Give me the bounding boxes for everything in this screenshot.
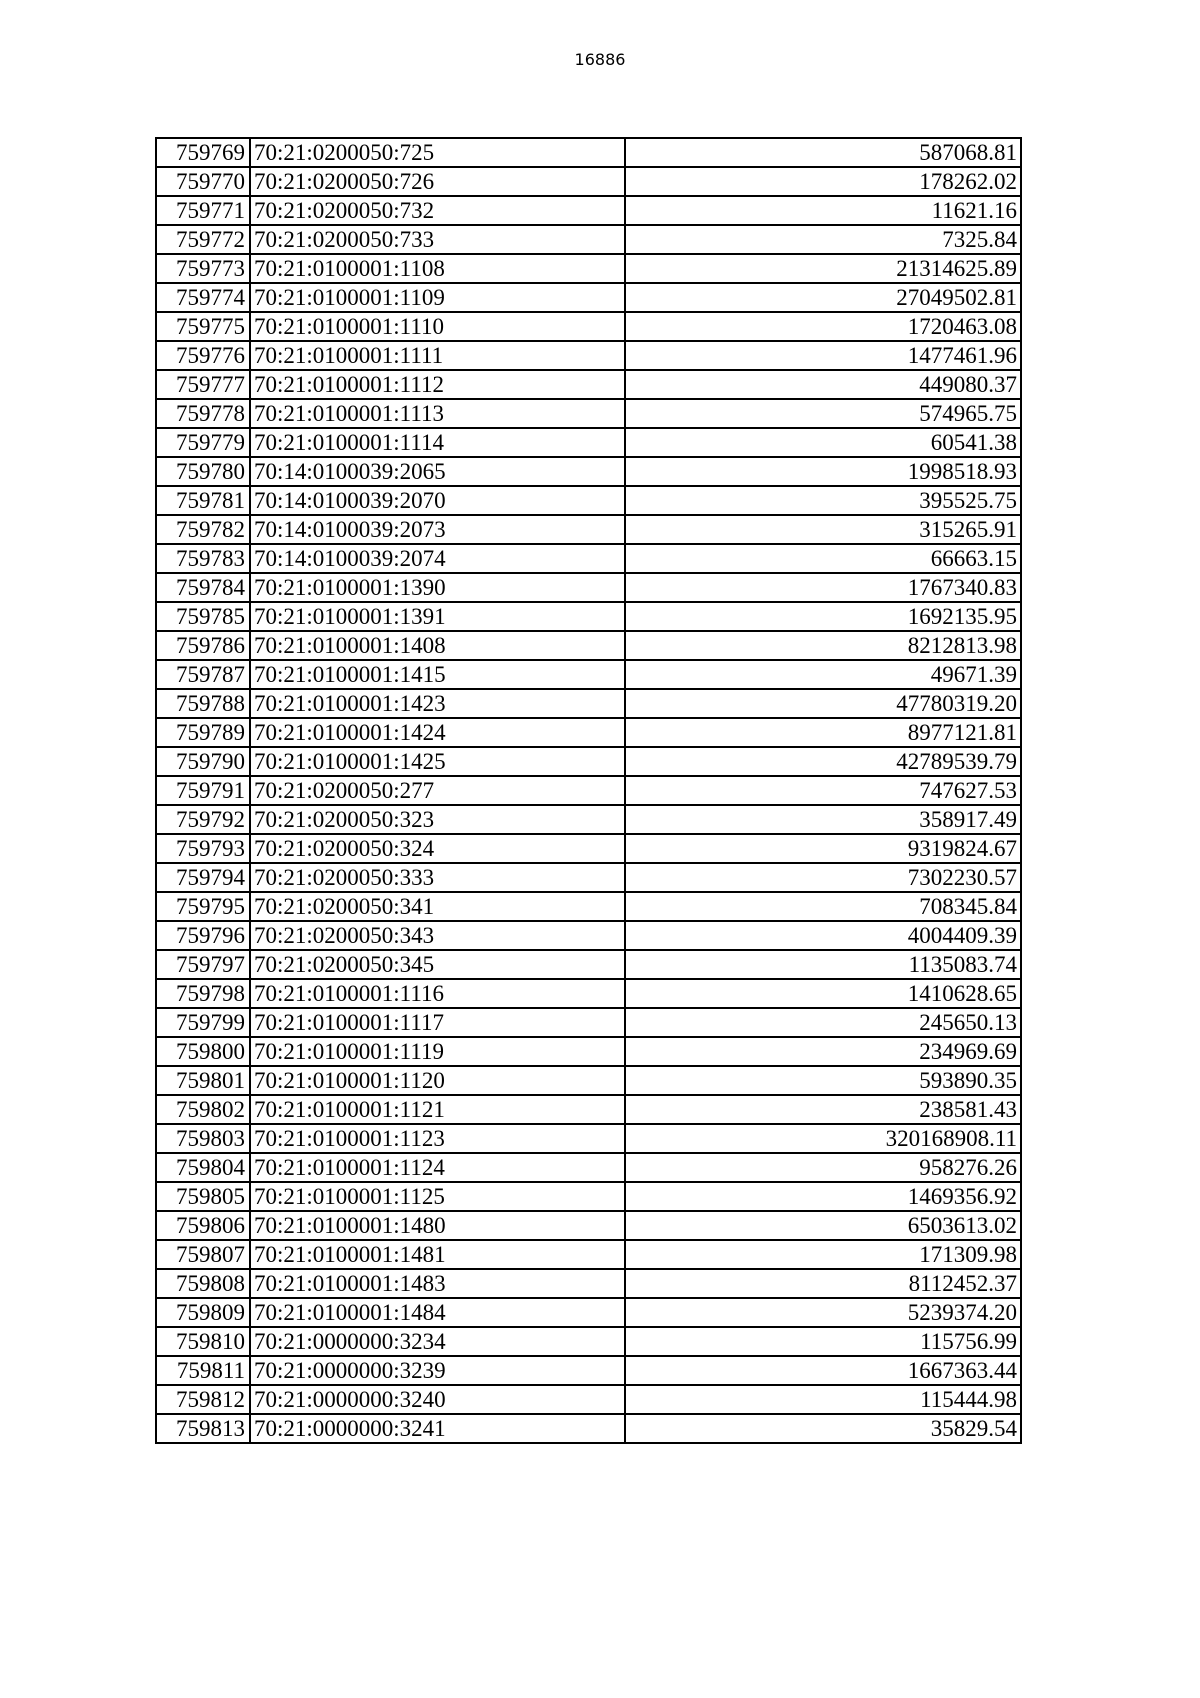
table-row [156,602,1021,631]
cadastral-value-cell: 8977121.81 [625,718,1021,747]
table-row [156,1124,1021,1153]
row-number-cell: 759805 [156,1182,250,1211]
row-number-cell: 759773 [156,254,250,283]
row-number-cell: 759808 [156,1269,250,1298]
cadastral-value-cell: 1720463.08 [625,312,1021,341]
table-row [156,573,1021,602]
table-row [156,225,1021,254]
row-number-cell: 759794 [156,863,250,892]
cadastral-number-cell: 70:14:0100039:2074 [250,544,625,573]
cadastral-number-cell: 70:21:0100001:1424 [250,718,625,747]
row-number-cell: 759786 [156,631,250,660]
table-row [156,776,1021,805]
table-row [156,544,1021,573]
cadastral-value-cell: 66663.15 [625,544,1021,573]
row-number-cell: 759793 [156,834,250,863]
row-number-cell: 759810 [156,1327,250,1356]
row-number-cell: 759769 [156,138,250,167]
table-row [156,457,1021,486]
cadastral-value-cell: 4004409.39 [625,921,1021,950]
cadastral-value-cell: 42789539.79 [625,747,1021,776]
table-row [156,1240,1021,1269]
row-number-cell: 759779 [156,428,250,457]
table-row [156,254,1021,283]
cadastral-value-cell: 747627.53 [625,776,1021,805]
cadastral-value-cell: 115756.99 [625,1327,1021,1356]
cadastral-number-cell: 70:21:0100001:1125 [250,1182,625,1211]
cadastral-number-cell: 70:21:0200050:725 [250,138,625,167]
cadastral-value-cell: 21314625.89 [625,254,1021,283]
table-row [156,631,1021,660]
cadastral-number-cell: 70:21:0100001:1480 [250,1211,625,1240]
row-number-cell: 759782 [156,515,250,544]
table-row [156,805,1021,834]
page-number: 16886 [574,50,626,69]
cadastral-number-cell: 70:21:0100001:1117 [250,1008,625,1037]
table-row [156,1182,1021,1211]
table-row [156,399,1021,428]
table-row [156,1269,1021,1298]
cadastral-value-cell: 171309.98 [625,1240,1021,1269]
row-number-cell: 759788 [156,689,250,718]
cadastral-value-cell: 1469356.92 [625,1182,1021,1211]
cadastral-number-cell: 70:21:0000000:3240 [250,1385,625,1414]
cadastral-value-cell: 1998518.93 [625,457,1021,486]
row-number-cell: 759784 [156,573,250,602]
cadastral-number-cell: 70:21:0100001:1112 [250,370,625,399]
row-number-cell: 759807 [156,1240,250,1269]
cadastral-value-cell: 9319824.67 [625,834,1021,863]
table-row [156,892,1021,921]
row-number-cell: 759771 [156,196,250,225]
table-row [156,1153,1021,1182]
row-number-cell: 759802 [156,1095,250,1124]
row-number-cell: 759775 [156,312,250,341]
row-number-cell: 759787 [156,660,250,689]
cadastral-number-cell: 70:21:0100001:1484 [250,1298,625,1327]
cadastral-number-cell: 70:21:0100001:1390 [250,573,625,602]
table-row [156,747,1021,776]
table-row [156,921,1021,950]
cadastral-value-cell: 6503613.02 [625,1211,1021,1240]
cadastral-value-cell: 1692135.95 [625,602,1021,631]
cadastral-value-cell: 449080.37 [625,370,1021,399]
row-number-cell: 759813 [156,1414,250,1443]
cadastral-value-cell: 1767340.83 [625,573,1021,602]
cadastral-number-cell: 70:21:0100001:1121 [250,1095,625,1124]
cadastral-value-cell: 958276.26 [625,1153,1021,1182]
cadastral-number-cell: 70:21:0100001:1408 [250,631,625,660]
table-row [156,486,1021,515]
cadastral-value-cell: 5239374.20 [625,1298,1021,1327]
cadastral-number-cell: 70:21:0200050:333 [250,863,625,892]
row-number-cell: 759806 [156,1211,250,1240]
cadastral-value-cell: 8212813.98 [625,631,1021,660]
row-number-cell: 759796 [156,921,250,950]
cadastral-value-cell: 708345.84 [625,892,1021,921]
cadastral-value-cell: 238581.43 [625,1095,1021,1124]
table-row [156,1356,1021,1385]
row-number-cell: 759781 [156,486,250,515]
cadastral-number-cell: 70:21:0000000:3239 [250,1356,625,1385]
row-number-cell: 759789 [156,718,250,747]
row-number-cell: 759797 [156,950,250,979]
cadastral-number-cell: 70:21:0100001:1109 [250,283,625,312]
table-row [156,1385,1021,1414]
cadastral-number-cell: 70:21:0200050:732 [250,196,625,225]
cadastral-value-table [155,137,1022,1444]
cadastral-number-cell: 70:21:0100001:1120 [250,1066,625,1095]
cadastral-value-cell: 7302230.57 [625,863,1021,892]
table-row [156,1211,1021,1240]
cadastral-value-cell: 1477461.96 [625,341,1021,370]
cadastral-number-cell: 70:21:0000000:3241 [250,1414,625,1443]
row-number-cell: 759809 [156,1298,250,1327]
cadastral-number-cell: 70:14:0100039:2065 [250,457,625,486]
row-number-cell: 759799 [156,1008,250,1037]
cadastral-value-cell: 234969.69 [625,1037,1021,1066]
cadastral-number-cell: 70:21:0000000:3234 [250,1327,625,1356]
cadastral-value-cell: 315265.91 [625,515,1021,544]
cadastral-number-cell: 70:21:0100001:1110 [250,312,625,341]
cadastral-value-cell: 358917.49 [625,805,1021,834]
row-number-cell: 759795 [156,892,250,921]
cadastral-value-cell: 320168908.11 [625,1124,1021,1153]
cadastral-number-cell: 70:21:0100001:1111 [250,341,625,370]
table-row [156,1066,1021,1095]
row-number-cell: 759778 [156,399,250,428]
table-row [156,1414,1021,1443]
cadastral-number-cell: 70:21:0100001:1119 [250,1037,625,1066]
cadastral-value-cell: 1410628.65 [625,979,1021,1008]
table-row [156,138,1021,167]
table-row [156,660,1021,689]
cadastral-number-cell: 70:21:0100001:1123 [250,1124,625,1153]
cadastral-number-cell: 70:21:0200050:343 [250,921,625,950]
cadastral-value-cell: 11621.16 [625,196,1021,225]
table-row [156,428,1021,457]
cadastral-number-cell: 70:21:0200050:323 [250,805,625,834]
table-row [156,1298,1021,1327]
cadastral-number-cell: 70:21:0100001:1108 [250,254,625,283]
cadastral-value-cell: 60541.38 [625,428,1021,457]
cadastral-value-cell: 574965.75 [625,399,1021,428]
table-row [156,283,1021,312]
row-number-cell: 759785 [156,602,250,631]
row-number-cell: 759812 [156,1385,250,1414]
cadastral-number-cell: 70:21:0100001:1116 [250,979,625,1008]
cadastral-number-cell: 70:21:0100001:1124 [250,1153,625,1182]
table-row [156,863,1021,892]
row-number-cell: 759798 [156,979,250,1008]
table-row [156,312,1021,341]
table-body [156,138,1021,1443]
table-row [156,515,1021,544]
cadastral-value-cell: 1667363.44 [625,1356,1021,1385]
row-number-cell: 759776 [156,341,250,370]
row-number-cell: 759804 [156,1153,250,1182]
cadastral-value-cell: 8112452.37 [625,1269,1021,1298]
cadastral-number-cell: 70:14:0100039:2070 [250,486,625,515]
table-row [156,196,1021,225]
row-number-cell: 759803 [156,1124,250,1153]
row-number-cell: 759791 [156,776,250,805]
table-row [156,979,1021,1008]
cadastral-number-cell: 70:21:0100001:1391 [250,602,625,631]
cadastral-value-cell: 395525.75 [625,486,1021,515]
row-number-cell: 759777 [156,370,250,399]
cadastral-number-cell: 70:21:0100001:1415 [250,660,625,689]
table-row [156,1095,1021,1124]
cadastral-number-cell: 70:21:0100001:1423 [250,689,625,718]
cadastral-value-cell: 7325.84 [625,225,1021,254]
cadastral-number-cell: 70:14:0100039:2073 [250,515,625,544]
row-number-cell: 759811 [156,1356,250,1385]
row-number-cell: 759780 [156,457,250,486]
cadastral-value-cell: 27049502.81 [625,283,1021,312]
cadastral-value-cell: 245650.13 [625,1008,1021,1037]
cadastral-number-cell: 70:21:0100001:1425 [250,747,625,776]
table-row [156,834,1021,863]
table-row [156,718,1021,747]
row-number-cell: 759800 [156,1037,250,1066]
cadastral-number-cell: 70:21:0200050:277 [250,776,625,805]
table-row [156,341,1021,370]
cadastral-value-cell: 49671.39 [625,660,1021,689]
row-number-cell: 759792 [156,805,250,834]
cadastral-value-cell: 35829.54 [625,1414,1021,1443]
table-row [156,689,1021,718]
cadastral-value-cell: 593890.35 [625,1066,1021,1095]
row-number-cell: 759774 [156,283,250,312]
cadastral-value-cell: 115444.98 [625,1385,1021,1414]
table-row [156,370,1021,399]
table-row [156,1008,1021,1037]
table-row [156,1037,1021,1066]
cadastral-number-cell: 70:21:0200050:324 [250,834,625,863]
cadastral-number-cell: 70:21:0100001:1481 [250,1240,625,1269]
cadastral-number-cell: 70:21:0100001:1483 [250,1269,625,1298]
row-number-cell: 759790 [156,747,250,776]
table-row [156,1327,1021,1356]
table-row [156,167,1021,196]
cadastral-number-cell: 70:21:0200050:341 [250,892,625,921]
cadastral-number-cell: 70:21:0200050:726 [250,167,625,196]
cadastral-number-cell: 70:21:0200050:345 [250,950,625,979]
cadastral-value-cell: 587068.81 [625,138,1021,167]
cadastral-number-cell: 70:21:0100001:1114 [250,428,625,457]
row-number-cell: 759772 [156,225,250,254]
table-row [156,950,1021,979]
cadastral-value-cell: 178262.02 [625,167,1021,196]
row-number-cell: 759783 [156,544,250,573]
cadastral-number-cell: 70:21:0100001:1113 [250,399,625,428]
row-number-cell: 759801 [156,1066,250,1095]
cadastral-value-cell: 47780319.20 [625,689,1021,718]
row-number-cell: 759770 [156,167,250,196]
cadastral-value-cell: 1135083.74 [625,950,1021,979]
cadastral-number-cell: 70:21:0200050:733 [250,225,625,254]
